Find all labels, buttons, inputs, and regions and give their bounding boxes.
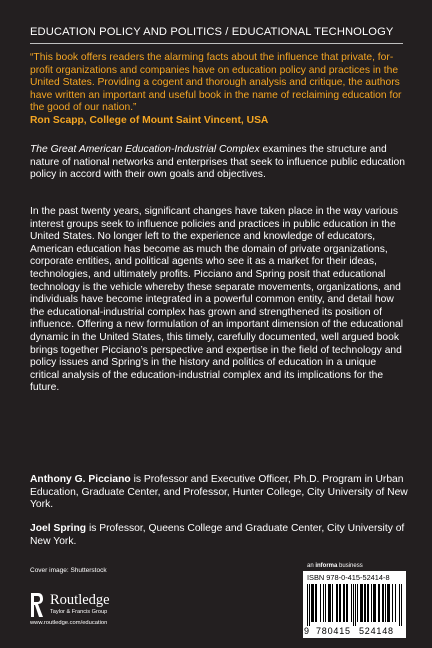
- barcode-bars-icon: [307, 584, 402, 626]
- barcode-bar: [346, 584, 347, 622]
- barcode-right-digits: 524148: [359, 626, 394, 636]
- description-paragraph: In the past twenty years, significant changes have taken place in the way various interest groups seek to influence policies and practices in public education in the United States. No longer left to the experience and knowledge of educators, American education has become as much the domain of private organizations, corporate entities, and political agents who see it as a market for their ideas, technologies, and ultimately profits. Picciano and Spring posit that educational technology is the vehicle whereby these separate movements, organizations, and individuals have become integrated in a powerful common entity, and detail how the educational-industrial complex has grown and strengthened its position of influence. Offering a new formulation of an important dimension of the educational dynamic in the United States, this timely, carefully documented, well argued book brings together Picciano’s perspective and expertise in the field of technology and policy issues and Spring’s in the history and politics of education in a unique critical analysis of the education-industrial complex and its implications for the future.: [30, 206, 404, 394]
- summary-paragraph: [30, 144, 408, 182]
- author-bio-spring: [30, 523, 408, 548]
- barcode-bar: [357, 584, 358, 622]
- barcode-bar: [309, 584, 310, 626]
- publisher-url: www.routledge.com/education: [30, 620, 108, 626]
- barcode-bar: [401, 584, 402, 626]
- barcode-bar: [378, 584, 379, 622]
- barcode-bar: [375, 584, 376, 622]
- barcode-bar: [368, 584, 369, 622]
- barcode-bar: [379, 584, 380, 622]
- barcode-left-digits: 780415: [316, 626, 351, 636]
- barcode-bar: [340, 584, 341, 622]
- author-bio-picciano: [30, 474, 408, 512]
- barcode-bar: [337, 584, 338, 622]
- author-name: Joel Spring: [30, 523, 87, 534]
- barcode-bar: [355, 584, 356, 626]
- barcode-bar: [382, 584, 383, 622]
- barcode-bar: [353, 584, 354, 626]
- barcode-bar: [316, 584, 317, 622]
- barcode-bar: [312, 584, 313, 622]
- barcode-bar: [392, 584, 393, 622]
- author-bio-text: is Professor, Queens College and Graduate Center, City University of New York.: [30, 523, 405, 547]
- header-divider: [30, 43, 403, 44]
- informa-suffix: business: [337, 563, 363, 569]
- summary-text: examines the structure and nature of national networks and enterprises that seek to influence public education policy in accord with their own goals and objectives.: [30, 144, 405, 181]
- barcode-bar: [362, 584, 363, 622]
- barcode-bar: [323, 584, 324, 622]
- barcode-bar: [388, 584, 389, 622]
- routledge-mark-icon: [30, 592, 44, 618]
- category-heading: EDUCATION POLICY AND POLITICS / EDUCATIONAL TECHNOLOGY: [30, 26, 394, 38]
- barcode-bar: [325, 584, 326, 622]
- barcode-bar: [374, 584, 375, 622]
- barcode-bar: [336, 584, 337, 622]
- barcode-bar: [347, 584, 348, 622]
- publisher-group: Taylor & Francis Group: [50, 609, 108, 615]
- barcode-bar: [351, 584, 352, 622]
- barcode-bar: [339, 584, 340, 622]
- barcode-bar: [307, 584, 308, 626]
- barcode: [303, 571, 406, 638]
- barcode-bar: [332, 584, 333, 622]
- barcode-bar: [329, 584, 330, 622]
- barcode-bar: [399, 584, 400, 626]
- barcode-bar: [387, 584, 388, 622]
- barcode-bar: [365, 584, 366, 622]
- barcode-bar: [344, 584, 345, 622]
- informa-brand: informa: [315, 563, 338, 569]
- barcode-bar: [328, 584, 329, 622]
- barcode-bar: [367, 584, 368, 622]
- barcode-bar: [373, 584, 374, 622]
- informa-business-label: [307, 563, 363, 569]
- barcode-bar: [385, 584, 386, 622]
- informa-prefix: an: [307, 563, 316, 569]
- barcode-bar: [315, 584, 316, 622]
- barcode-bar: [343, 584, 344, 622]
- barcode-bar: [313, 584, 314, 622]
- quote-text: “This book offers readers the alarming facts about the influence that private, for-profit organizations and companies have on education policy and practices in the United States. Providing a cogent and thorough analysis and critique, the authors have written an important and useful book in the name of reclaiming education for the good of our nation.”: [30, 52, 402, 114]
- barcode-bar: [383, 584, 384, 622]
- book-title: The Great American Education-Industrial Complex: [30, 144, 260, 155]
- author-bio-text: is Professor and Executive Officer, Ph.D. Program in Urban Education, Graduate Center, and Professor, Hunter College, City University of New York.: [30, 474, 408, 511]
- barcode-bar: [371, 584, 372, 622]
- barcode-bar: [320, 584, 321, 622]
- endorsement-quote: [30, 52, 410, 128]
- barcode-first-digit: 9: [304, 626, 310, 636]
- barcode-bar: [311, 584, 312, 622]
- barcode-bar: [389, 584, 390, 622]
- author-name: Anthony G. Picciano: [30, 474, 131, 485]
- barcode-bar: [395, 584, 396, 622]
- publisher-name: Routledge: [50, 592, 110, 608]
- isbn-label: ISBN 978-0-415-52414-8: [307, 573, 390, 582]
- barcode-bar: [361, 584, 362, 622]
- quote-attribution: Ron Scapp, College of Mount Saint Vincent, USA: [30, 114, 269, 126]
- barcode-bar: [330, 584, 331, 622]
- barcode-bar: [360, 584, 361, 622]
- barcode-bar: [364, 584, 365, 622]
- cover-image-credit: Cover image: Shutterstock: [30, 567, 107, 574]
